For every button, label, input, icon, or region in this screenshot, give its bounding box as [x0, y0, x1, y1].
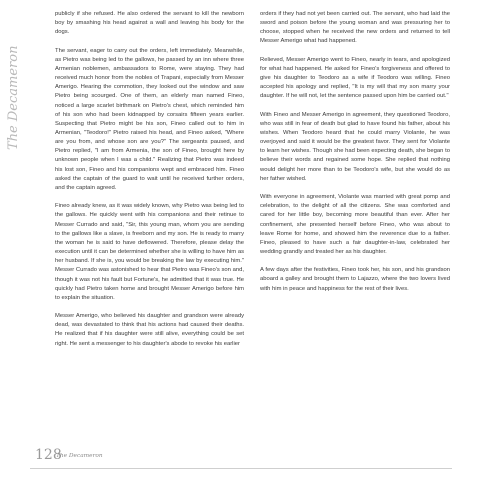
footer-running-title: The Decameron [56, 453, 103, 459]
running-title-vertical: The Decameron [6, 45, 21, 150]
paragraph: orders if they had not yet been carried out. The servant, who had laid the sword and poison before the young woman and was pressuring her to choose, stopped when he received the new orders and returned to tell Messer Amerigo what had happened. [260, 11, 450, 45]
paragraph: Fineo already knew, as it was widely known, why Pietro was being led to the gallows. He quickly went with his companions and their retinue to Messer Currado and said, "Sir, this young man, whom you are sending to the gallows like a slave, is freeborn and my son. He is ready to marry the woman he is said to have deflowered. Therefore, please delay the execution until it can be determined whether she is willing to have him as her husband. If she is, you would be breaking the law by executing him." Messer Currado was astonished to hear that Pietro was Fineo's son and, though it was not his fault but Fortune's, he admitted that it was true. He quickly had Pietro taken home and brought Messer Amerigo before him to explain the situation. [55, 203, 244, 301]
page-number: 128 [35, 447, 62, 463]
paragraph: The servant, eager to carry out the orders, left immediately. Meanwhile, as Pietro was being led to the gallows, he passed by an inn where three Armenian noblemen, ambassadors to Rome, were staying. They had received much honor from the nobles of Trapani, especially from Messer Amerigo. Hearing the commotion, they looked out the window and saw Pietro being scourged. One of them, an elderly man named Fineo, noticed a large scarlet birthmark on Pietro's chest, which reminded him of his son who had been kidnapped by corsairs fifteen years earlier. Suspecting that Pietro might be his son, Fineo called out to him in Armenian, "Teodoro!" Pietro raised his head, and Fineo asked, "Where are you from, and whose son are you?" The sergeants paused, and Pietro replied, "I am from Armenia, the son of Fineo, brought here by unknown people when I was a child." Realizing that Pietro was indeed his lost son, Fineo and his companions wept and embraced him. Fineo asked the captain of the guard to wait until he received further orders, and the captain agreed. [55, 47, 244, 191]
paragraph: With everyone in agreement, Violante was married with great pomp and celebration, to the delight of all the citizens. She was comforted and cared for her little boy, becoming more beautiful than ever. After her confinement, she presented herself before Fineo, who was about to leave Rome for home, and showed him the reverence due to a father. Fineo, pleased to have such a fair daughter-in-law, celebrated her wedding grandly and treated her as his daughter. [260, 194, 450, 256]
footer-rule [30, 468, 452, 469]
paragraph: With Fineo and Messer Amerigo in agreement, they questioned Teodoro, who was still in fear of death but glad to have found his father, about his wishes. When Teodoro heard that he could marry Violante, he was overjoyed and said it would be the greatest favor. They sent for Violante to learn her wishes. Though she had been expecting death, she began to believe their words and regained some hope. She replied that nothing would delight her more than to be Teodoro's wife, but she would do as her father wished. [260, 111, 450, 182]
left-text-column [55, 10, 244, 358]
paragraph: Messer Amerigo, who believed his daughter and grandson were already dead, was devastated to think that his actions had caused their deaths. He realized that if his daughter were still alive, everything could be set right. He sent a messenger to his daughter's abode to revoke his earlier [55, 313, 244, 347]
paragraph: publicly if she refused. He also ordered the servant to kill the newborn boy by smashing his head against a wall and leaving his body for the dogs. [55, 11, 244, 36]
paragraph: Relieved, Messer Amerigo went to Fineo, nearly in tears, and apologized for what had happened. He asked for Fineo's forgiveness and offered to give his daughter to Teodoro as a wife if Teodoro was willing. Fineo accepted his apology and replied, "It is my will that my son marry your daughter. If he will not, let the sentence passed upon him be carried out." [260, 56, 450, 100]
right-text-column [260, 10, 450, 303]
paragraph: A few days after the festivities, Fineo took her, his son, and his grandson aboard a galley and brought them to Lajazzo, where the two lovers lived with him in peace and happiness for the rest of their lives. [260, 267, 450, 292]
